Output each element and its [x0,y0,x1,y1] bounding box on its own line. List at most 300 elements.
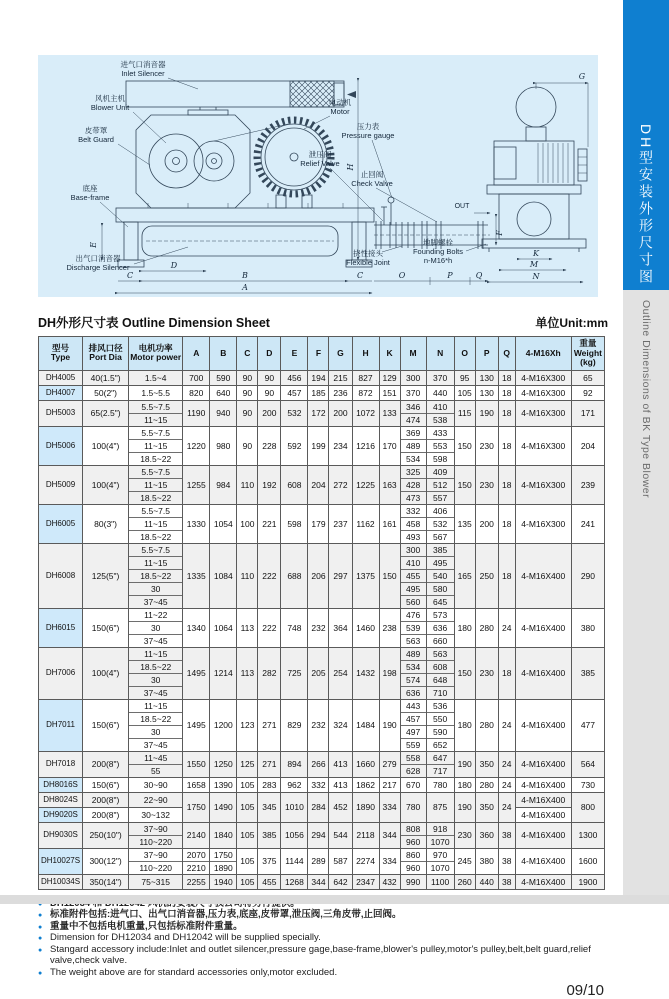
cell-g: 254 [329,647,352,699]
cell-m: 443 457 497 559 [400,699,426,751]
cell-p: 350 [475,751,498,777]
cell-q: 24 [498,608,515,647]
page-content [38,55,608,999]
cell-type: DH8016S [39,777,83,792]
cell-f: 289 [308,848,329,874]
cell-f: 344 [308,874,329,889]
cell-g: 324 [329,699,352,751]
cell-power: 11~15 18.5~22 30 37~45 [129,699,183,751]
cell-bolt: 4-M16X300 [515,400,571,426]
note-item: ● 重量中不包括电机重量,只包括标准附件重量。 [38,921,608,933]
cell-a: 1550 [183,751,210,777]
cell-n: 563 608 648 710 [426,647,454,699]
cell-f: 172 [308,400,329,426]
cell-m: 332 458 493 [400,504,426,543]
cell-bolt: 4-M16X400 [515,807,571,822]
cell-bolt: 4-M16X400 [515,792,571,807]
cell-k: 133 [379,400,400,426]
cell-g: 642 [329,874,352,889]
cell-bolt: 4-M16X300 [515,385,571,400]
cell-g: 452 [329,792,352,822]
cell-o: 230 [454,822,475,848]
cell-g: 364 [329,608,352,647]
cell-f: 204 [308,465,329,504]
cell-q: 24 [498,699,515,751]
cell-n: 780 [426,777,454,792]
cell-port: 200(8") [83,807,129,822]
cell-weight: 204 [571,426,604,465]
cell-b: 1840 [210,822,237,848]
cell-port: 250(10") [83,822,129,848]
cell-g: 237 [329,504,352,543]
cell-bolt: 4-M16X400 [515,647,571,699]
cell-power: 11~15 18.5~22 30 37~45 [129,647,183,699]
cell-d: 345 [258,792,281,822]
cell-p: 230 [475,465,498,504]
cell-power: 5.5~7.5 11~15 18.5~22 30 37~45 [129,543,183,608]
cell-b: 1064 [210,608,237,647]
cell-port: 40(1.5") [83,370,129,385]
table-row [39,751,605,777]
cell-k: 129 [379,370,400,385]
cell-port: 200(8") [83,751,129,777]
cell-d: 200 [258,400,281,426]
cell-bolt: 4-M16X400 [515,608,571,647]
table-row [39,777,605,792]
cell-bolt: 4-M16X400 [515,822,571,848]
table-row [39,647,605,699]
page-number: 09/10 [566,982,604,999]
cell-h: 1162 [352,504,379,543]
dim-c: C [126,271,134,280]
cell-q: 18 [498,465,515,504]
cell-bolt: 4-M16X400 [515,777,571,792]
table-row [39,543,605,608]
table-row [39,792,605,807]
cell-k: 151 [379,385,400,400]
cell-power: 30~132 [129,807,183,822]
cell-g: 544 [329,822,352,848]
cell-b: 1084 [210,543,237,608]
cell-h: 1216 [352,426,379,465]
cell-e: 829 [281,699,308,751]
cell-q: 38 [498,848,515,874]
cell-p: 280 [475,608,498,647]
cell-g: 200 [329,400,352,426]
cell-bolt: 4-M16X300 [515,370,571,385]
cell-power: 37~90 110~220 [129,848,183,874]
cell-type: DH10034S [39,874,83,889]
cell-o: 180 [454,699,475,751]
table-row [39,385,605,400]
col-header-weight: 重量 Weight (kg) [571,337,604,371]
cell-p: 440 [475,874,498,889]
cell-q: 18 [498,543,515,608]
cell-f: 199 [308,426,329,465]
cell-port: 150(6") [83,608,129,647]
cell-p: 230 [475,426,498,465]
cell-a: 2255 [183,874,210,889]
col-header-p: P [475,337,498,371]
cell-type: DH5009 [39,465,83,504]
cell-p: 380 [475,848,498,874]
cell-p: 280 [475,777,498,792]
dim-k: K [533,249,539,258]
cell-n: 647 717 [426,751,454,777]
cell-n: 536 550 590 652 [426,699,454,751]
discharge-port-shape [517,202,551,236]
cell-q: 18 [498,400,515,426]
cell-type: DH4007 [39,385,83,400]
header-row [39,337,605,371]
cell-port: 50(2") [83,385,129,400]
cell-f: 284 [308,792,329,822]
cell-b: 640 [210,385,237,400]
table-row [39,874,605,889]
cell-power: 37~90 110~220 [129,822,183,848]
cell-q: 18 [498,370,515,385]
pressure-gauge-label-cn: 压力表 [356,122,380,131]
cell-c: 105 [237,792,258,822]
cell-bolt: 4-M16X400 [515,848,571,874]
cell-o: 245 [454,848,475,874]
cell-weight: 564 [571,751,604,777]
cell-port: 100(4") [83,426,129,465]
cell-h: 1890 [352,792,379,822]
cell-n: 370 [426,370,454,385]
cell-weight: 92 [571,385,604,400]
cell-n: 433 553 598 [426,426,454,465]
cell-weight: 239 [571,465,604,504]
col-header-m: M [400,337,426,371]
cell-weight: 730 [571,777,604,792]
cell-a: 820 [183,385,210,400]
cell-g: 236 [329,385,352,400]
cell-c: 90 [237,400,258,426]
cell-n: 409 512 557 [426,465,454,504]
cell-q: 24 [498,777,515,792]
cell-q: 38 [498,822,515,848]
cell-a: 1190 [183,400,210,426]
cell-e: 1056 [281,822,308,848]
cell-h: 2118 [352,822,379,848]
cell-f: 179 [308,504,329,543]
table-row [39,370,605,385]
cell-a: 1330 [183,504,210,543]
cell-d: 222 [258,543,281,608]
founding-bolts-label-cn: 地脚螺栓 [423,238,453,247]
cell-g: 413 [329,751,352,777]
side-view [482,87,587,252]
cell-type: DH6008 [39,543,83,608]
cell-p: 200 [475,504,498,543]
cell-m: 476 539 563 [400,608,426,647]
cell-weight: 385 [571,647,604,699]
cell-o: 115 [454,400,475,426]
table-row [39,699,605,751]
cell-e: 457 [281,385,308,400]
cell-weight: 380 [571,608,604,647]
cell-weight: 1900 [571,874,604,889]
cell-k: 334 [379,792,400,822]
cell-c: 113 [237,608,258,647]
note-item: ● Dimension for DH12034 and DH12042 will be supplied specially. [38,932,608,944]
cell-bolt: 4-M16X400 [515,874,571,889]
col-header-g: G [329,337,352,371]
cell-n: 385 495 540 580 645 [426,543,454,608]
cell-d: 192 [258,465,281,504]
cell-k: 170 [379,426,400,465]
cell-q: 18 [498,647,515,699]
cell-p: 230 [475,647,498,699]
cell-h: 827 [352,370,379,385]
cell-power: 5.5~7.5 11~15 18.5~22 [129,504,183,543]
cell-k: 334 [379,848,400,874]
cell-port: 100(4") [83,465,129,504]
cell-g: 234 [329,426,352,465]
cell-a: 1340 [183,608,210,647]
cell-bolt: 4-M16X400 [515,543,571,608]
cell-h: 1460 [352,608,379,647]
cell-a: 2070 2210 [183,848,210,874]
flexible-joint-label-cn: 挠性接头 [353,249,383,258]
cell-e: 608 [281,465,308,504]
cell-power: 30~90 [129,777,183,792]
cell-o: 95 [454,370,475,385]
cell-d: 228 [258,426,281,465]
cell-d: 90 [258,370,281,385]
cell-o: 260 [454,874,475,889]
cell-weight: 800 [571,792,604,822]
cell-c: 100 [237,504,258,543]
outline-diagram [38,55,598,297]
cell-power: 11~22 30 37~45 [129,608,183,647]
cell-weight: 477 [571,699,604,751]
cell-bolt: 4-M16X400 [515,699,571,751]
cell-c: 90 [237,385,258,400]
cell-q: 38 [498,874,515,889]
cell-b: 1390 [210,777,237,792]
cell-f: 294 [308,822,329,848]
dim-p: P [447,271,453,280]
motor-label-cn: 电动机 [328,98,352,107]
dim-h: H [346,163,355,171]
cell-weight: 1600 [571,848,604,874]
cell-c: 125 [237,751,258,777]
cell-a: 1220 [183,426,210,465]
cell-b: 940 [210,400,237,426]
cell-m: 369 489 534 [400,426,426,465]
cell-type: DH4005 [39,370,83,385]
cell-k: 238 [379,608,400,647]
blower-unit-shape [136,115,250,208]
cell-d: 282 [258,647,281,699]
cell-n: 573 636 660 [426,608,454,647]
cell-o: 190 [454,792,475,822]
col-header-bolt: 4-M16Xh [515,337,571,371]
cell-m: 558 628 [400,751,426,777]
cell-o: 165 [454,543,475,608]
cell-k: 198 [379,647,400,699]
cell-b: 1490 [210,792,237,822]
table-caption-row [38,313,608,331]
note-item: ● The weight above are for standard accessories only,motor excluded. [38,967,608,979]
table-row [39,504,605,543]
cell-p: 190 [475,400,498,426]
cell-n: 918 1070 [426,822,454,848]
cell-b: 1200 [210,699,237,751]
cell-m: 860 960 [400,848,426,874]
cell-b: 1250 [210,751,237,777]
cell-bolt: 4-M16X300 [515,465,571,504]
col-header-h: H [352,337,379,371]
relief-valve-label-cn: 泄压阀 [308,150,332,159]
cell-e: 688 [281,543,308,608]
cell-h: 1862 [352,777,379,792]
cell-b: 1054 [210,504,237,543]
table-row [39,400,605,426]
col-header-n: N [426,337,454,371]
motor-side-shape [494,141,574,185]
pressure-gauge-label-en: Pressure gauge [341,131,395,140]
blower-outline-drawing [38,55,598,297]
notes-list [38,898,608,979]
founding-bolts-label-en: Founding Bolts [412,247,464,256]
col-header-power: 电机功率 Motor power [129,337,183,371]
table-title: DH外形尺寸表 Outline Dimension Sheet [38,316,270,330]
cell-type: DH9020S [39,807,83,822]
cell-q: 24 [498,792,515,822]
cell-port: 80(3") [83,504,129,543]
dim-f: F [495,230,504,236]
cell-a: 2140 [183,822,210,848]
cell-q: 18 [498,385,515,400]
cell-a: 700 [183,370,210,385]
cell-port: 350(14") [83,874,129,889]
cell-h: 1484 [352,699,379,751]
cell-c: 90 [237,426,258,465]
cell-e: 532 [281,400,308,426]
founding-bolts-spec: n-M16*h [423,256,453,265]
cell-weight: 290 [571,543,604,608]
cell-e: 598 [281,504,308,543]
sidebar-subtitle-en: Outline Dimensions of BK Type Blower [640,300,652,499]
cell-o: 150 [454,465,475,504]
inlet-silencer-label-cn: 进气口消音器 [120,60,166,69]
cell-k: 150 [379,543,400,608]
check-valve-label-cn: 止回阀 [360,170,384,179]
cell-n: 1100 [426,874,454,889]
cell-e: 1144 [281,848,308,874]
cell-port: 150(6") [83,699,129,751]
cell-power: 5.5~7.5 11~15 18.5~22 [129,465,183,504]
cell-a: 1658 [183,777,210,792]
cell-f: 266 [308,751,329,777]
belt-guard-label-cn: 皮带罩 [84,126,108,135]
cell-c: 105 [237,874,258,889]
cell-q: 24 [498,751,515,777]
dim-b: B [242,271,248,280]
cell-h: 1375 [352,543,379,608]
cell-m: 780 [400,792,426,822]
cell-o: 105 [454,385,475,400]
cell-g: 297 [329,543,352,608]
check-valve-label-en: Check Valve [351,179,393,188]
cell-c: 113 [237,647,258,699]
cell-e: 748 [281,608,308,647]
cell-f: 205 [308,647,329,699]
dim-m: M [529,260,539,269]
cell-b: 980 [210,426,237,465]
cell-o: 180 [454,608,475,647]
cell-m: 325 428 473 [400,465,426,504]
cell-p: 250 [475,543,498,608]
unit-label: 单位Unit:mm [535,316,608,330]
dim-e: E [89,242,98,248]
col-header-q: Q [498,337,515,371]
discharge-silencer-label-cn: 出气口消音器 [75,254,121,263]
cell-h: 1072 [352,400,379,426]
sidebar-title-cn: DH型安装外形尺寸图 [638,123,654,286]
cell-power: 11~45 55 [129,751,183,777]
cell-d: 385 [258,822,281,848]
bottom-strip [0,895,669,904]
cell-b: 1214 [210,647,237,699]
dim-c2: C [356,271,364,280]
cell-power: 1.5~4 [129,370,183,385]
cell-a: 1495 [183,647,210,699]
cell-b: 1750 1890 [210,848,237,874]
cell-weight: 65 [571,370,604,385]
cell-q: 18 [498,426,515,465]
cell-type: DH5003 [39,400,83,426]
note-item: ● 标准附件包括:进气口、出气口消音器,压力表,底座,皮带罩,泄压阀,三角皮带,止回阀。 [38,909,608,921]
cell-k: 217 [379,777,400,792]
cell-d: 222 [258,608,281,647]
cell-p: 130 [475,385,498,400]
cell-bolt: 4-M16X300 [515,504,571,543]
cell-g: 413 [329,777,352,792]
cell-q: 18 [498,504,515,543]
cell-type: DH10027S [39,848,83,874]
cell-port: 150(6") [83,777,129,792]
cell-weight: 241 [571,504,604,543]
cell-n: 410 538 [426,400,454,426]
cell-c: 110 [237,465,258,504]
cell-bolt: 4-M16X400 [515,751,571,777]
cell-e: 962 [281,777,308,792]
base-frame-label-en: Base-frame [70,193,110,202]
cell-o: 150 [454,426,475,465]
sidebar [623,0,669,904]
relief-valve-label-en: Relief Valve [300,159,340,168]
cell-e: 1268 [281,874,308,889]
cell-type: DH7006 [39,647,83,699]
cell-o: 135 [454,504,475,543]
inlet-port-shape [516,87,556,127]
col-header-c: C [237,337,258,371]
cell-d: 221 [258,504,281,543]
cell-port: 125(5") [83,543,129,608]
col-header-o: O [454,337,475,371]
note-item: ● Stangard accessory include:Inlet and outlet silencer,pressure gage,base-frame,blower's pulley,motor's pulley,belt,belt guard,relief valve,check valve. [38,944,608,967]
cell-d: 375 [258,848,281,874]
cell-o: 190 [454,751,475,777]
cell-g: 215 [329,370,352,385]
col-header-e: E [281,337,308,371]
cell-n: 440 [426,385,454,400]
cell-port: 65(2.5") [83,400,129,426]
